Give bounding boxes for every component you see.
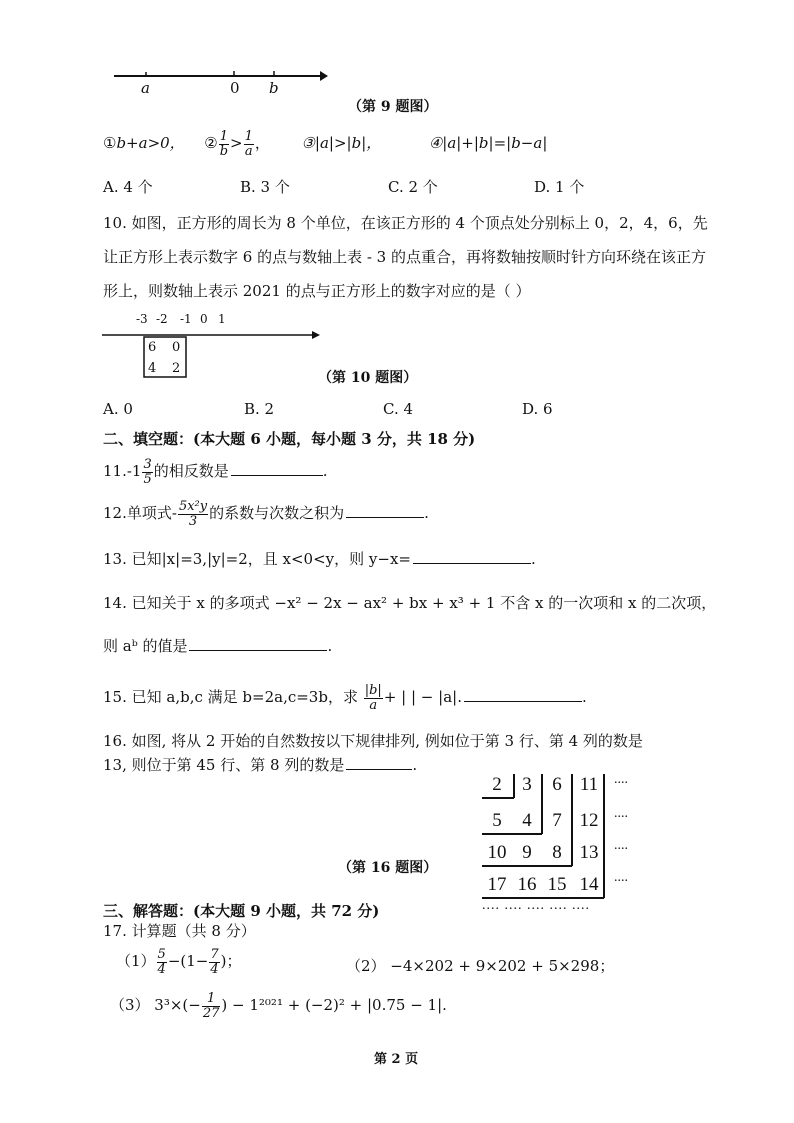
q17-p1-frac1: $\frac{5}{4}$ — [157, 947, 166, 977]
q17-p1-mid: −(1− — [167, 952, 209, 971]
grid-cell: 16 — [517, 874, 537, 895]
q9-s2-gt: > — [230, 134, 243, 153]
q11-fraction: $\frac{3}{5}$ — [143, 457, 152, 487]
grid-cell: 3 — [522, 774, 532, 795]
grid-cell: 15 — [547, 874, 567, 895]
q10-line2: 让正方形上表示数字 6 的点与数轴上表 - 3 的点重合，再将数轴按顺时针方向环绕在该正方 — [103, 248, 706, 266]
section2-heading: 二、填空题：(本大题 6 小题，每小题 3 分，共 18 分) — [103, 430, 476, 448]
q12-prefix: 12.单项式- — [103, 504, 177, 523]
q13: 13. 已知|x|=3,|y|=2，且 x<0<y，则 y−x= . — [103, 550, 536, 568]
q14-answer-blank — [189, 649, 327, 651]
q16-line2: 13, 则位于第 45 行、第 8 列的数是 — [103, 756, 345, 774]
q16-line1: 16. 如图, 将从 2 开始的自然数按以下规律排列, 例如位于第 3 行、第 4 列的数是 — [103, 732, 643, 750]
q9-option-b: B. 3 个 — [240, 178, 290, 196]
grid-cell: 14 — [579, 874, 599, 895]
q15-fraction: $\frac{|b|}{a}$ — [364, 683, 382, 713]
fig10-square-vertex: 4 — [148, 361, 157, 376]
q13-answer-blank — [413, 562, 531, 564]
q17-part2: （2） −4×202 + 9×202 + 5×298； — [346, 957, 615, 975]
q12: 12.单项式- $\frac{\text{5x²y}}{3}$ 的系数与次数之积为 . — [103, 499, 429, 529]
q17-p3-end: ) − 1²⁰²¹ + (−2)² + |0.75 − 1|. — [221, 996, 447, 1015]
q17-p3-frac: $\frac{1}{27}$ — [202, 991, 220, 1021]
q17-p3-prefix: （3） 3³×(− — [110, 996, 201, 1015]
q12-fraction: $\frac{\text{5x²y}}{3}$ — [178, 499, 208, 529]
fig10-square-vertex: 0 — [172, 340, 181, 355]
q9-option-d: D. 1 个 — [534, 178, 585, 196]
fig9-label-0: 0 — [230, 79, 240, 97]
q10-line1: 10. 如图，正方形的周长为 8 个单位，在该正方形的 4 个顶点处分别标上 0，2，4，6，先 — [103, 214, 708, 232]
grid-cell: 5 — [492, 810, 502, 831]
fig9-label-a: a — [141, 79, 150, 97]
grid-cell: .... — [614, 838, 628, 853]
q13-text: 13. 已知|x|=3,|y|=2，且 x<0<y，则 y−x= — [103, 550, 411, 568]
fig10-axis-label: 0 — [200, 312, 208, 326]
grid-cell: 2 — [492, 774, 502, 795]
q9-s2-frac2: $\frac{1}{a}$ — [244, 129, 253, 159]
q10-option-a: A. 0 — [103, 400, 133, 418]
q10-option-c: C. 4 — [383, 400, 414, 418]
q9-option-c: C. 2 个 — [388, 178, 438, 196]
q16-answer-blank — [346, 768, 412, 770]
section3-heading: 三、解答题：(本大题 9 小题，共 72 分) — [103, 902, 380, 920]
fig10-axis-label: -1 — [180, 312, 192, 326]
q12-answer-blank — [346, 516, 424, 518]
fig10-axis-label: 1 — [218, 312, 226, 326]
q15: 15. 已知 a,b,c 满足 b=2a,c=3b，求 $\frac{|b|}{a}$ + | | − |a|. . — [103, 683, 587, 713]
grid-cell: 11 — [579, 774, 599, 795]
grid-cell: 4 — [522, 810, 532, 831]
grid-cell: 7 — [552, 810, 562, 831]
grid-cell: 10 — [487, 842, 507, 863]
page-number: 第 2 页 — [374, 1052, 419, 1067]
grid-bottom-dots: .... .... .... .... .... — [482, 898, 590, 913]
q9-s4: ④|a|+|b|=|b−a| — [428, 134, 548, 153]
q9-s2-comma: ， — [254, 134, 270, 153]
q11: 11.-1 $\frac{3}{5}$ 的相反数是 . — [103, 457, 328, 487]
fig16-number-grid — [476, 772, 636, 918]
grid-cell: .... — [614, 806, 628, 821]
grid-cell: 9 — [522, 842, 532, 863]
q10-option-d: D. 6 — [522, 400, 553, 418]
q11-text: 的相反数是 — [153, 462, 229, 481]
q17-p1-label: （1） — [116, 952, 156, 971]
fig10-axis-label: -2 — [156, 312, 168, 326]
q9-s1-marker: ① — [103, 134, 117, 153]
q14-line2: 则 aᵇ 的值是 — [103, 637, 188, 655]
q9-s2-marker: ② — [204, 134, 218, 153]
q10-line3: 形上，则数轴上表示 2021 的点与正方形上的数字对应的是（ ） — [103, 282, 531, 300]
grid-cell: .... — [614, 772, 628, 787]
q11-answer-blank — [231, 474, 323, 476]
q9-statements — [103, 130, 547, 158]
fig10-square-vertex: 6 — [148, 340, 157, 355]
grid-cell: 8 — [552, 842, 562, 863]
q9-s3: ③|a|>|b|， — [301, 134, 382, 153]
q14-line1: 14. 已知关于 x 的多项式 −x² − 2x − ax² + bx + x³ + 1 不含 x 的一次项和 x 的二次项， — [103, 594, 717, 612]
q9-option-a: A. 4 个 — [103, 178, 153, 196]
q15-expression: + | | − |a|. — [383, 688, 462, 707]
fig9-label-b: b — [269, 79, 279, 97]
grid-cell: 17 — [487, 874, 507, 895]
fig16-caption: （第 16 题图） — [338, 860, 438, 876]
fig10-square-vertex: 2 — [172, 361, 181, 376]
fig9-caption: （第 9 题图） — [348, 99, 438, 115]
fig10-axis-label: -3 — [136, 312, 148, 326]
q9-s1: b+a>0， — [116, 134, 185, 153]
q17-part3 — [110, 992, 447, 1020]
q17-p1-frac2: $\frac{7}{4}$ — [210, 947, 219, 977]
q15-answer-blank — [464, 700, 582, 702]
q17-part1 — [116, 948, 242, 976]
grid-cell: 6 — [552, 774, 562, 795]
q15-text: 15. 已知 a,b,c 满足 b=2a,c=3b，求 — [103, 688, 358, 707]
q16-line2-wrap: 13, 则位于第 45 行、第 8 列的数是 . — [103, 756, 418, 774]
fig10-diagram — [100, 325, 325, 385]
q10-option-b: B. 2 — [244, 400, 275, 418]
grid-cell: 13 — [579, 842, 599, 863]
q11-prefix: 11.-1 — [103, 462, 142, 481]
fig10-caption: （第 10 题图） — [318, 370, 418, 386]
q17-title: 17. 计算题（共 8 分） — [103, 922, 256, 940]
grid-cell: .... — [614, 870, 628, 885]
q9-s2-frac1: $\frac{1}{b}$ — [219, 129, 229, 159]
q14-line2-wrap: 则 aᵇ 的值是 . — [103, 637, 333, 655]
grid-cell: 12 — [579, 810, 599, 831]
q17-p1-end: )； — [220, 952, 242, 971]
q12-text: 的系数与次数之积为 — [209, 504, 345, 523]
